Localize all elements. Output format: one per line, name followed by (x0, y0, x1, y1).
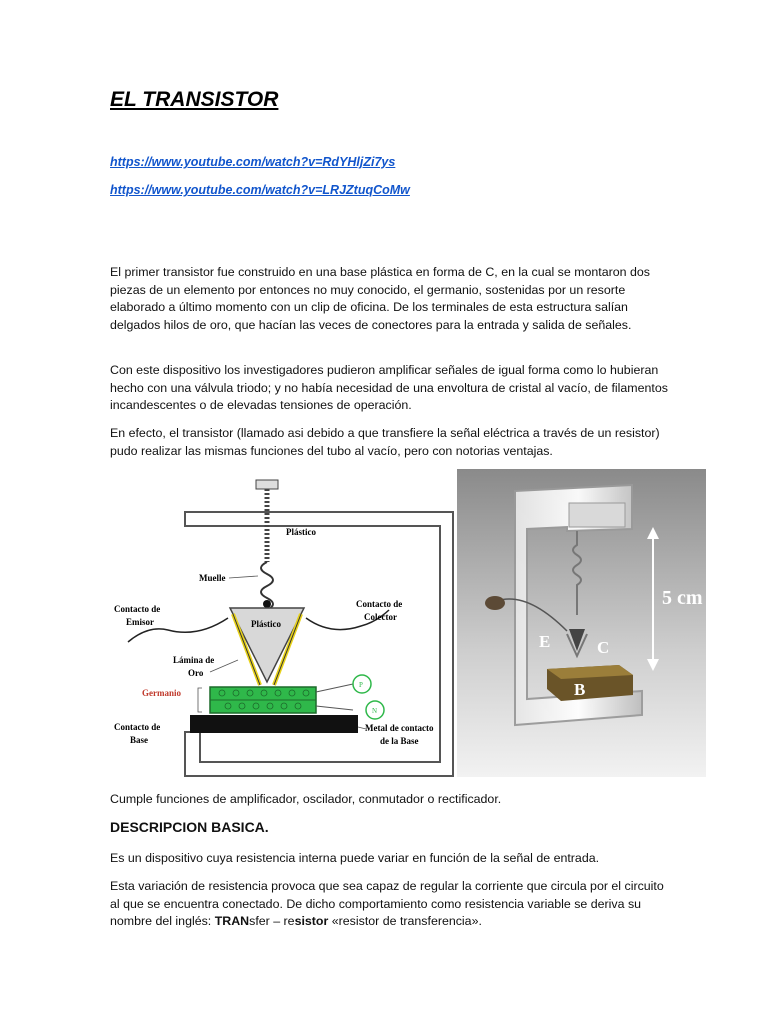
label-germanio: Germanio (142, 688, 181, 698)
photo-label-c: C (597, 638, 610, 657)
photo-label-b: B (574, 680, 586, 699)
transfer-resistor-text: «resistor de transferencia». (328, 914, 482, 929)
section-heading: DESCRIPCION BASICA. (110, 819, 269, 835)
label-contacto-colector-2: Colector (364, 612, 397, 622)
label-plastico-top: Plástico (286, 527, 316, 537)
transistor-photo (457, 469, 706, 777)
label-contacto-base-2: Base (130, 735, 148, 745)
spring-contact (263, 600, 271, 608)
label-contacto-emisor-1: Contacto de (114, 604, 161, 614)
sfer-text: sfer – re (249, 914, 295, 929)
label-contacto-emisor-2: Emisor (126, 617, 154, 627)
label-contacto-base-1: Contacto de (114, 722, 161, 732)
transistor-diagram (110, 470, 455, 778)
paragraph-resistance-text: Esta variación de resistencia provoca que sea capaz de regular la corriente que circula por el circuito al que se encuentra conectado. De dicho comportamiento como resistencia variable se deriva su nombre del inglés: (110, 879, 664, 929)
screw-head (256, 480, 278, 489)
label-lamina-2: Oro (188, 668, 204, 678)
youtube-link-2[interactable]: https://www.youtube.com/watch?v=LRJZtuqCoMw (110, 183, 410, 197)
sistor-bold: sistor (294, 914, 329, 929)
paragraph-description: Es un dispositivo cuya resistencia interna puede variar en función de la señal de entrada. (110, 851, 600, 865)
paragraph-resistance (110, 878, 670, 931)
emitter-clip (485, 596, 505, 610)
label-lamina-1: Lámina de (173, 655, 215, 665)
base-metal (190, 715, 358, 733)
label-contacto-colector-1: Contacto de (356, 599, 403, 609)
label-muelle: Muelle (199, 573, 226, 583)
tran-bold: TRAN (214, 914, 250, 929)
paragraph-functions: Cumple funciones de amplificador, oscilador, conmutador o rectificador. (110, 792, 502, 806)
youtube-link-1[interactable]: https://www.youtube.com/watch?v=RdYHljZi7ys (110, 155, 396, 169)
label-n: N (372, 707, 378, 715)
paragraph-first-transistor: El primer transistor fue construido en una base plástica en forma de C, en la cual se montaron dos piezas de un elemento por entonces no muy conocido, el germanio, sostenidas por un resorte elaborado a último momento con un clip de oficina. De los terminales de esta estructura salían delgados hilos de oro, que hacían las veces de conectores para la entrada y salida de señales. (110, 265, 650, 332)
paragraph-effect: En efecto, el transistor (llamado asi debido a que transfiere la señal eléctrica a través de un resistor) pudo realizar las mismas funciones del tubo al vacío, pero con notorias ventajas. (110, 426, 660, 458)
document-title: EL TRANSISTOR (110, 88, 279, 111)
label-plastico-cone: Plástico (251, 619, 281, 629)
photo-label-scale: 5 cm (662, 587, 703, 609)
label-p: P (359, 681, 363, 689)
photo-label-e: E (539, 632, 551, 651)
label-metal-2: de la Base (380, 736, 419, 746)
paragraph-amplify: Con este dispositivo los investigadores pudieron amplificar señales de igual forma como lo hubieran hecho con una válvula triodo; y no había necesidad de una envoltura de cristal al vacío, de filamentos incandescentes o de elevadas tensiones de operación. (110, 363, 668, 413)
label-metal-1: Metal de contacto (365, 723, 434, 733)
